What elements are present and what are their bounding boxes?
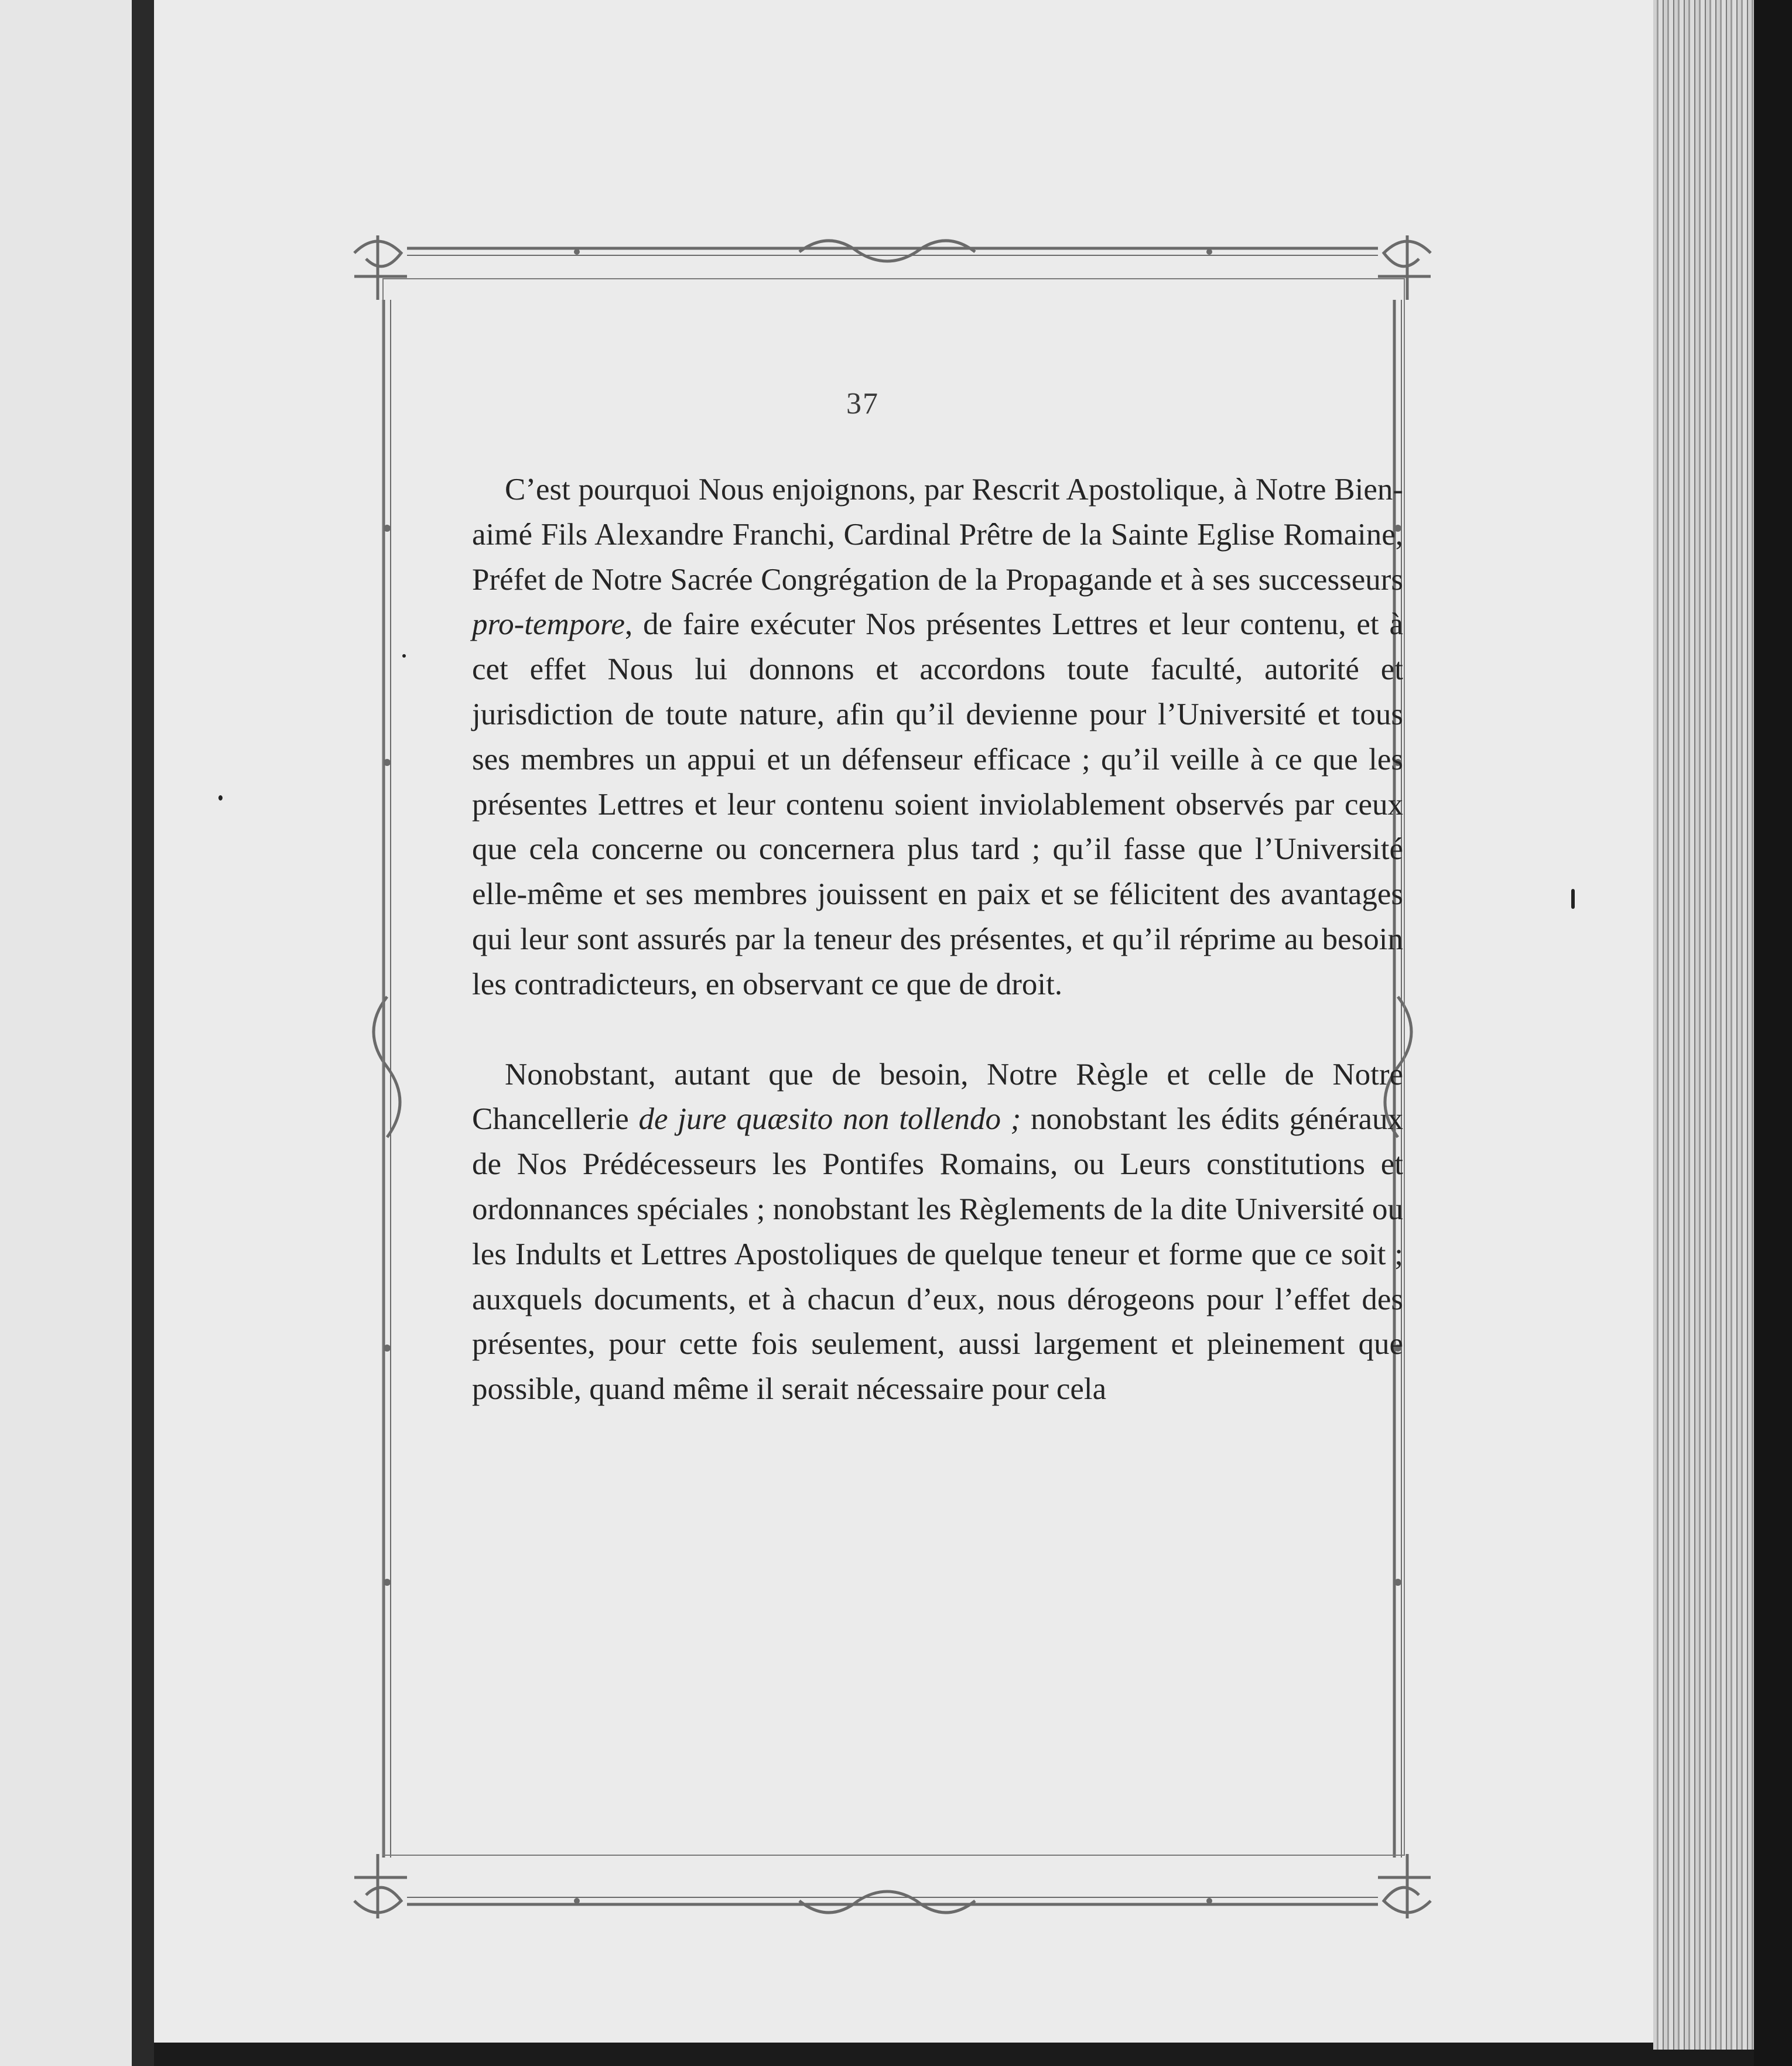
paragraph-2-italic: de jure quæsito non tollendo ; — [638, 1102, 1021, 1137]
paragraph-2-text-a: Nonobstant, autant que de besoin, Notre Règle et celle de Notre Chancellerie — [472, 1057, 1403, 1137]
scan-speck — [1571, 889, 1575, 909]
page-number: 37 — [846, 387, 879, 420]
paragraph-1-text-b: , de faire exécuter Nos présentes Lettres et leur contenu, et à cet effet Nous lui donnons et accordons toute faculté, autorité et jurisdiction de toute nature, afin qu’il devienne pour l’Université et tous ses membres un appui et un défenseur efficace ; qu’il veille à ce que les présentes Lettres et leur contenu soient inviolablement observés par ceux que cela concerne ou concernera plus tard ; qu’il fasse que l’Université elle-même et ses membres jouissent en paix et se félicitent des avantages qui leur sont assurés par la teneur des présentes, et qu’il réprime au besoin les contradicteurs, en observant ce que de droit. — [472, 607, 1403, 1001]
book-gutter — [132, 0, 154, 2066]
scan-background — [1754, 0, 1792, 2066]
scan-speck — [218, 795, 223, 801]
facing-page-edge — [0, 0, 132, 2066]
book-page — [154, 0, 1653, 2043]
paragraph-1-text-a: C’est pourquoi Nous enjoignons, par Rescrit Apostolique, à Notre Bien-aimé Fils Alexandre Franchi, Cardinal Prêtre de la Sainte Eglise Romaine, Préfet de Notre Sacrée Congrégation de la Propagande et à ses successeurs — [472, 473, 1403, 597]
page-edges — [1653, 0, 1764, 2050]
scan-speck — [402, 654, 406, 658]
paragraph-1 — [472, 467, 1403, 1007]
paragraph-2-text-b: nonobstant les édits généraux de Nos Prédécesseurs les Pontifes Romains, ou Leurs constitutions et ordonnances spéciales ; nonobstant les Règlements de la dite Université ou les Indults et Lettres Apostoliques de quelque teneur et forme que ce soit ; auxquels documents, et à chacun d’eux, nous dérogeons pour l’effet des présentes, pour cette fois seulement, aussi largement et pleinement que possible, quand même il serait nécessaire pour cela — [472, 1102, 1403, 1407]
body-text — [472, 467, 1403, 1412]
paragraph-1-italic: pro-tempore — [472, 607, 625, 642]
paragraph-2 — [472, 1052, 1403, 1412]
